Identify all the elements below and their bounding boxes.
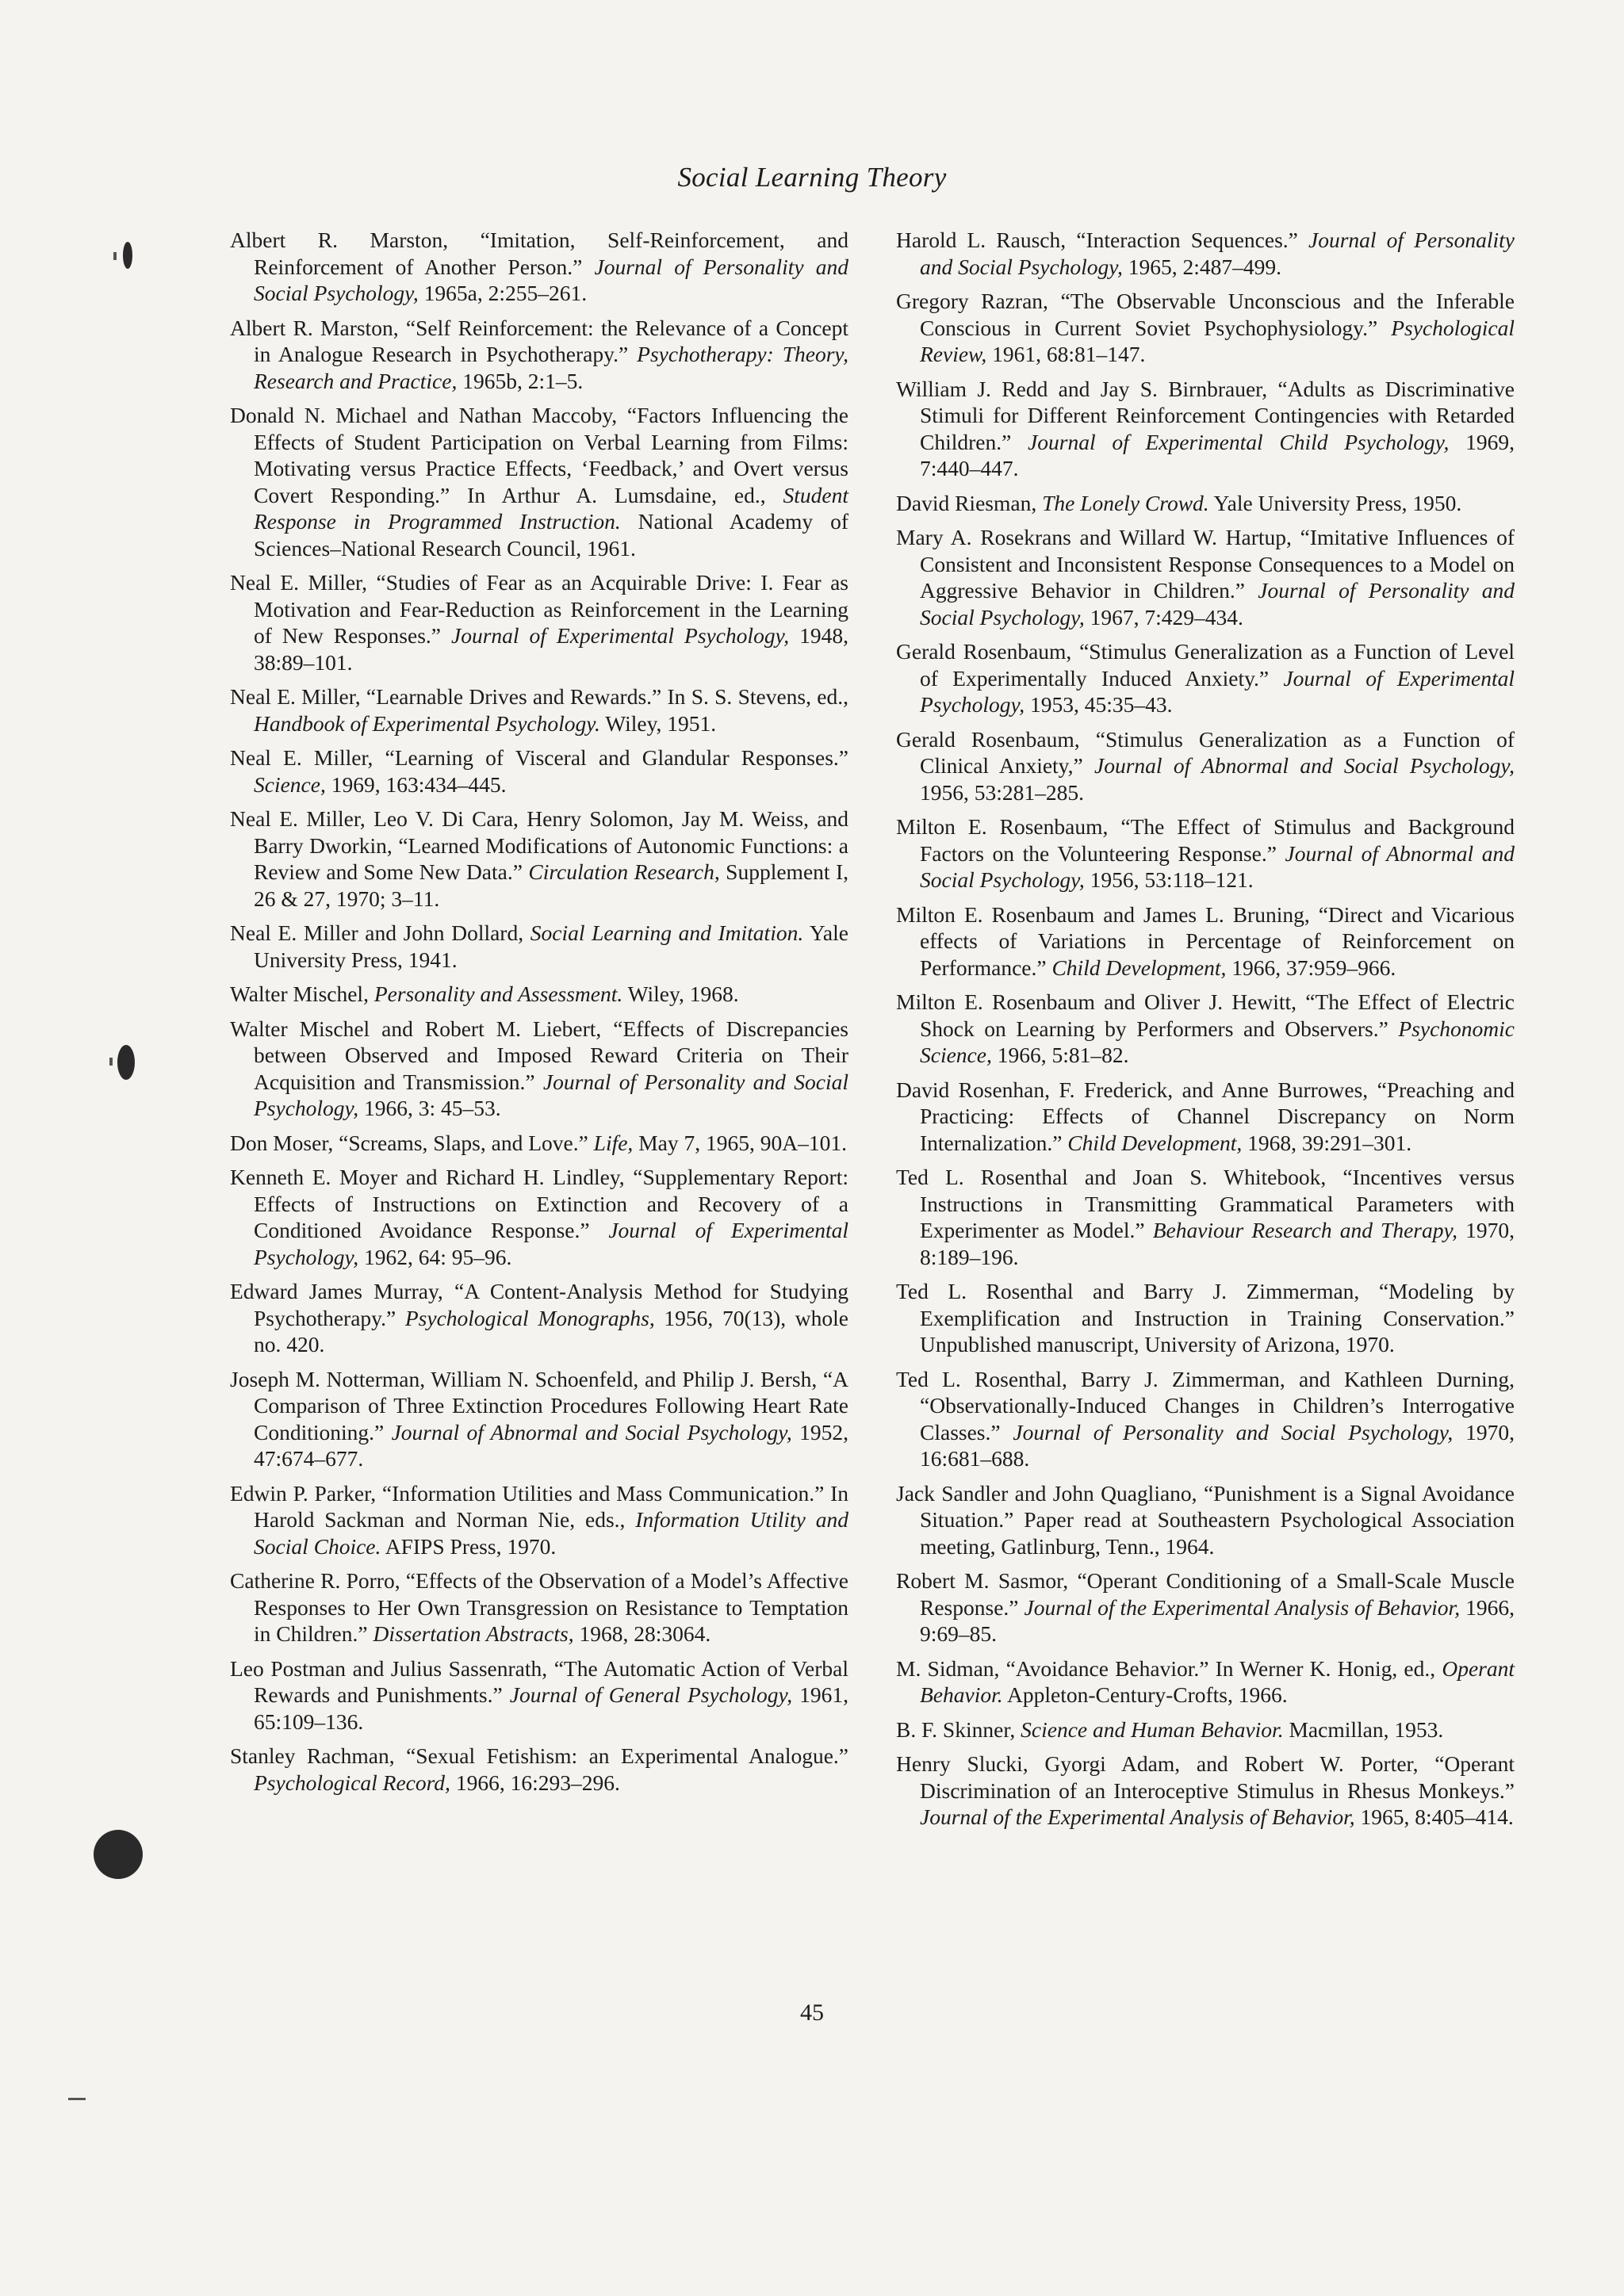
reference-lead: Catherine R. Porro, “Effects of the Observation of a Model’s Affective Responses to Her Own Transgression on Resistance to Temptation in Children.” xyxy=(230,1568,848,1646)
reference-entry xyxy=(230,806,848,912)
reference-entry xyxy=(896,1164,1515,1270)
reference-tail: 1961, 68:81–147. xyxy=(986,342,1146,366)
reference-entry xyxy=(896,726,1515,806)
reference-source: Handbook of Experimental Psychology. xyxy=(254,710,600,736)
reference-entry xyxy=(896,376,1515,482)
reference-lead: Gerald Rosenbaum, “Stimulus Generalization as a Function of Level of Experimentally Induced Anxiety.” xyxy=(896,639,1515,691)
reference-tail: 1956, 53:118–121. xyxy=(1084,867,1254,892)
reference-source: Journal of the Experimental Analysis of Behavior, xyxy=(1024,1594,1461,1620)
reference-lead: Milton E. Rosenbaum, “The Effect of Stimulus and Background Factors on the Volunteering Response.” xyxy=(896,814,1515,866)
reference-lead: Gerald Rosenbaum, “Stimulus Generalization as a Function of Clinical Anxiety,” xyxy=(896,726,1515,778)
reference-tail: 1967, 7:429–434. xyxy=(1084,604,1243,629)
reference-source: Journal of Experimental Child Psychology, xyxy=(1028,429,1450,454)
reference-source: Child Development, xyxy=(1051,955,1227,980)
reference-tail: National Academy of Sciences–National Research Council, 1961. xyxy=(254,509,848,561)
reference-lead: Mary A. Rosekrans and Willard W. Hartup, “Imitative Influences of Consistent and Inconsistent Response Consequences to a Model on Aggressive Behavior in Children.” xyxy=(896,525,1515,603)
margin-dash-bottom xyxy=(68,2098,86,2100)
reference-entry xyxy=(230,1743,848,1796)
reference-tail: Yale University Press, 1941. xyxy=(254,920,848,972)
reference-source: Life, xyxy=(593,1130,634,1155)
reference-tail: 1956, 70(13), whole no. 420. xyxy=(254,1305,848,1357)
reference-entry xyxy=(896,1655,1515,1709)
reference-source: Journal of Experimental Psychology, xyxy=(920,665,1515,717)
reference-source: Behaviour Research and Therapy, xyxy=(1152,1218,1458,1242)
reference-entry xyxy=(230,1480,848,1560)
reference-entry xyxy=(896,1716,1515,1743)
reference-lead: Neal E. Miller, “Learning of Visceral and Glandular Responses.” xyxy=(230,745,848,770)
reference-entry xyxy=(230,683,848,737)
margin-tick-top xyxy=(113,252,117,260)
reference-entry xyxy=(896,227,1515,280)
reference-entry xyxy=(230,569,848,675)
binder-hole-top xyxy=(123,242,132,269)
reference-source: Journal of Abnormal and Social Psychology, xyxy=(391,1419,792,1445)
reference-entry xyxy=(230,1655,848,1735)
reference-entry xyxy=(230,315,848,395)
binder-hole-bottom xyxy=(94,1830,143,1879)
reference-entry xyxy=(896,1480,1515,1560)
reference-entry xyxy=(896,1077,1515,1157)
reference-tail: 1961, 65:109–136. xyxy=(254,1682,849,1734)
reference-lead: Robert M. Sasmor, “Operant Conditioning of a Small-Scale Muscle Response.” xyxy=(896,1568,1515,1620)
reference-source: Dissertation Abstracts, xyxy=(373,1621,574,1646)
running-header: Social Learning Theory xyxy=(677,162,947,193)
reference-lead: Milton E. Rosenbaum and James L. Bruning, “Direct and Vicarious effects of Variations in Percentage of Reinforcement on Performance.” xyxy=(896,901,1515,980)
reference-lead: Ted L. Rosenthal, Barry J. Zimmerman, and Kathleen Durning, “Observationally-Induced Changes in Children’s Interrogative Classes.” xyxy=(896,1366,1515,1445)
reference-lead: Leo Postman and Julius Sassenrath, “The Automatic Action of Verbal Rewards and Punishments.” xyxy=(230,1655,848,1707)
reference-entry xyxy=(896,1278,1515,1358)
reference-lead: Jack Sandler and John Quagliano, “Punishment is a Signal Avoidance Situation.” Paper read at Southeastern Psychological Association meeting, Gatlinburg, Tenn., 1964. xyxy=(896,1480,1515,1559)
reference-source: Information Utility and Social Choice. xyxy=(254,1507,848,1559)
reference-tail: 1965, 8:405–414. xyxy=(1354,1804,1514,1829)
reference-lead: M. Sidman, “Avoidance Behavior.” In Werner K. Honig, ed., xyxy=(896,1655,1442,1681)
references-column-right xyxy=(896,227,1515,1839)
reference-lead: Stanley Rachman, “Sexual Fetishism: an Experimental Analogue.” xyxy=(230,1743,848,1768)
reference-tail: 1956, 53:281–285. xyxy=(920,779,1085,805)
reference-tail: 1968, 28:3064. xyxy=(573,1621,711,1646)
reference-source: Psychological Record, xyxy=(254,1770,450,1795)
reference-tail: 1965b, 2:1–5. xyxy=(457,368,584,393)
reference-entry xyxy=(896,638,1515,718)
reference-lead: William J. Redd and Jay S. Birnbrauer, “Adults as Discriminative Stimuli for Different Reinforcement Contingencies with Retarded Children.” xyxy=(896,376,1515,454)
reference-source: Journal of Personality and Social Psychology, xyxy=(920,228,1515,279)
reference-source: Journal of Experimental Psychology, xyxy=(450,623,790,648)
reference-lead: Albert R. Marston, “Self Reinforcement: the Relevance of a Concept in Analogue Research in Psychotherapy.” xyxy=(230,315,848,366)
reference-tail: 1948, 38:89–101. xyxy=(254,623,848,675)
reference-tail: 1970, 8:189–196. xyxy=(920,1218,1515,1269)
binder-hole-middle xyxy=(117,1045,135,1080)
reference-source: Journal of Abnormal and Social Psychology, xyxy=(1094,753,1515,778)
reference-tail: AFIPS Press, 1970. xyxy=(381,1533,557,1559)
reference-tail: 1969, 163:434–445. xyxy=(325,771,507,797)
reference-source: Personality and Assessment. xyxy=(373,982,623,1006)
reference-source: The Lonely Crowd. xyxy=(1042,490,1209,515)
reference-source: Social Learning and Imitation. xyxy=(530,920,804,945)
reference-entry xyxy=(230,1164,848,1270)
reference-tail: Supplement I, 26 & 27, 1970; 3–11. xyxy=(254,859,848,911)
reference-lead: Neal E. Miller, “Learnable Drives and Rewards.” In S. S. Stevens, ed., xyxy=(230,684,848,709)
reference-tail: 1968, 39:291–301. xyxy=(1242,1130,1412,1155)
reference-tail: Macmillan, 1953. xyxy=(1283,1716,1444,1742)
reference-lead: Harold L. Rausch, “Interaction Sequences.” xyxy=(896,228,1308,252)
reference-tail: 1953, 45:35–43. xyxy=(1025,692,1173,717)
reference-source: Science, xyxy=(254,771,326,797)
reference-lead: Albert R. Marston, “Imitation, Self-Reinforcement, and Reinforcement of Another Person.” xyxy=(230,228,848,279)
reference-lead: Ted L. Rosenthal and Joan S. Whitebook, “Incentives versus Instructions in Transmitting Grammatical Parameters with Experimenter as Model.” xyxy=(896,1165,1515,1242)
reference-entry xyxy=(230,920,848,973)
reference-lead: Walter Mischel and Robert M. Liebert, “Effects of Discrepancies between Observed and Imposed Reward Criteria on Their Acquisition and Transmission.” xyxy=(230,1016,848,1094)
reference-entry xyxy=(230,744,848,798)
reference-tail: Appleton-Century-Crofts, 1966. xyxy=(1002,1682,1288,1707)
reference-entry xyxy=(230,1016,848,1122)
reference-source: Operant Behavior. xyxy=(920,1655,1515,1707)
reference-tail: 1966, 3: 45–53. xyxy=(358,1096,501,1120)
reference-lead: Edwin P. Parker, “Information Utilities and Mass Communication.” In Harold Sackman and Norman Nie, eds., xyxy=(230,1480,848,1532)
reference-lead: Kenneth E. Moyer and Richard H. Lindley, “Supplementary Report: Effects of Instructions on Extinction and Recovery of a Conditioned Avoidance Response.” xyxy=(230,1165,848,1242)
reference-source: Child Development, xyxy=(1067,1130,1243,1155)
margin-tick-middle xyxy=(109,1058,113,1066)
reference-entry xyxy=(230,1366,848,1472)
references-column-left xyxy=(230,227,848,1804)
reference-tail: 1969, 7:440–447. xyxy=(920,429,1515,480)
reference-tail: 1966, 5:81–82. xyxy=(991,1043,1129,1067)
reference-tail: 1965, 2:487–499. xyxy=(1122,254,1281,279)
reference-source: Journal of Personality and Social Psychology, xyxy=(920,578,1515,629)
reference-lead: Joseph M. Notterman, William N. Schoenfeld, and Philip J. Bersh, “A Comparison of Three Extinction Procedures Following Heart Rate Conditioning.” xyxy=(230,1366,848,1445)
reference-tail: May 7, 1965, 90A–101. xyxy=(633,1130,847,1155)
reference-tail: 1966, 37:959–966. xyxy=(1226,955,1396,980)
reference-lead: Neal E. Miller and John Dollard, xyxy=(230,920,530,945)
reference-entry xyxy=(230,981,848,1008)
reference-tail: 1970, 16:681–688. xyxy=(920,1419,1515,1471)
reference-lead: Walter Mischel, xyxy=(230,982,374,1006)
reference-source: Circulation Research, xyxy=(528,859,720,884)
reference-lead: Ted L. Rosenthal and Barry J. Zimmerman, “Modeling by Exemplification and Instruction in Training Conservation.” Unpublished manuscript, University of Arizona, 1970. xyxy=(896,1279,1515,1357)
reference-tail: 1966, 16:293–296. xyxy=(450,1770,620,1795)
reference-entry xyxy=(896,524,1515,630)
reference-entry xyxy=(896,989,1515,1069)
reference-source: Psychonomic Science, xyxy=(920,1016,1515,1067)
reference-entry xyxy=(230,1130,848,1157)
reference-tail: Yale University Press, 1950. xyxy=(1208,490,1462,515)
reference-lead: Donald N. Michael and Nathan Maccoby, “Factors Influencing the Effects of Student Participation on Verbal Learning from Films: Motivating versus Practice Effects, ‘Feedback,’ and Overt versus Covert Responding.” In Arthur A. Lumsdaine, ed., xyxy=(230,403,848,507)
reference-tail: 1965a, 2:255–261. xyxy=(418,281,588,305)
reference-tail: 1966, 9:69–85. xyxy=(920,1594,1515,1646)
reference-entry xyxy=(230,227,848,307)
reference-source: Journal of Personality and Social Psychology, xyxy=(254,1069,848,1120)
reference-source: Psychological Review, xyxy=(920,315,1515,366)
reference-lead: Neal E. Miller, “Studies of Fear as an Acquirable Drive: I. Fear as Motivation and Fear-Reduction as Reinforcement in the Learning of New Responses.” xyxy=(230,570,848,648)
reference-entry xyxy=(230,1278,848,1358)
reference-entry xyxy=(896,901,1515,982)
reference-lead: Gregory Razran, “The Observable Unconscious and the Inferable Conscious in Current Soviet Psychophysiology.” xyxy=(896,289,1515,340)
reference-entry xyxy=(230,1567,848,1647)
reference-entry xyxy=(896,1366,1515,1472)
reference-source: Journal of Abnormal and Social Psychology, xyxy=(920,840,1515,892)
page-number: 45 xyxy=(800,1999,824,2026)
reference-source: Journal of General Psychology, xyxy=(509,1682,793,1707)
reference-source: Journal of Experimental Psychology, xyxy=(254,1218,848,1269)
reference-source: Student Response in Programmed Instruction. xyxy=(254,482,848,534)
reference-lead: B. F. Skinner, xyxy=(896,1716,1021,1742)
reference-tail: Wiley, 1951. xyxy=(599,710,717,736)
reference-entry xyxy=(230,402,848,561)
reference-source: Journal of Personality and Social Psychology, xyxy=(1013,1419,1454,1445)
reference-lead: Henry Slucki, Gyorgi Adam, and Robert W. Porter, “Operant Discrimination of an Interoceptive Stimulus in Rhesus Monkeys.” xyxy=(896,1751,1515,1803)
reference-lead: Edward James Murray, “A Content-Analysis Method for Studying Psychotherapy.” xyxy=(230,1279,848,1330)
reference-tail: 1962, 64: 95–96. xyxy=(358,1244,512,1269)
reference-lead: David Riesman, xyxy=(896,490,1043,515)
reference-lead: Neal E. Miller, Leo V. Di Cara, Henry Solomon, Jay M. Weiss, and Barry Dworkin, “Learned Modifications of Autonomic Functions: a Review and Some New Data.” xyxy=(230,806,848,884)
reference-tail: 1952, 47:674–677. xyxy=(254,1419,849,1471)
reference-tail: Wiley, 1968. xyxy=(622,982,739,1006)
reference-source: Psychotherapy: Theory, Research and Practice, xyxy=(254,342,848,393)
reference-source: Journal of Personality and Social Psychology, xyxy=(254,254,848,305)
reference-entry xyxy=(896,1751,1515,1831)
reference-entry xyxy=(896,490,1515,517)
reference-entry xyxy=(896,813,1515,894)
reference-entry xyxy=(896,1567,1515,1647)
reference-lead: David Rosenhan, F. Frederick, and Anne Burrowes, “Preaching and Practicing: Effects of Channel Discrepancy on Norm Internalization.” xyxy=(896,1077,1515,1155)
reference-entry xyxy=(896,288,1515,368)
reference-lead: Milton E. Rosenbaum and Oliver J. Hewitt, “The Effect of Electric Shock on Learning by Performers and Observers.” xyxy=(896,989,1515,1041)
reference-source: Journal of the Experimental Analysis of Behavior, xyxy=(920,1804,1355,1829)
reference-source: Science and Human Behavior. xyxy=(1021,1716,1284,1742)
reference-lead: Don Moser, “Screams, Slaps, and Love.” xyxy=(230,1130,594,1155)
reference-source: Psychological Monographs, xyxy=(404,1305,655,1330)
